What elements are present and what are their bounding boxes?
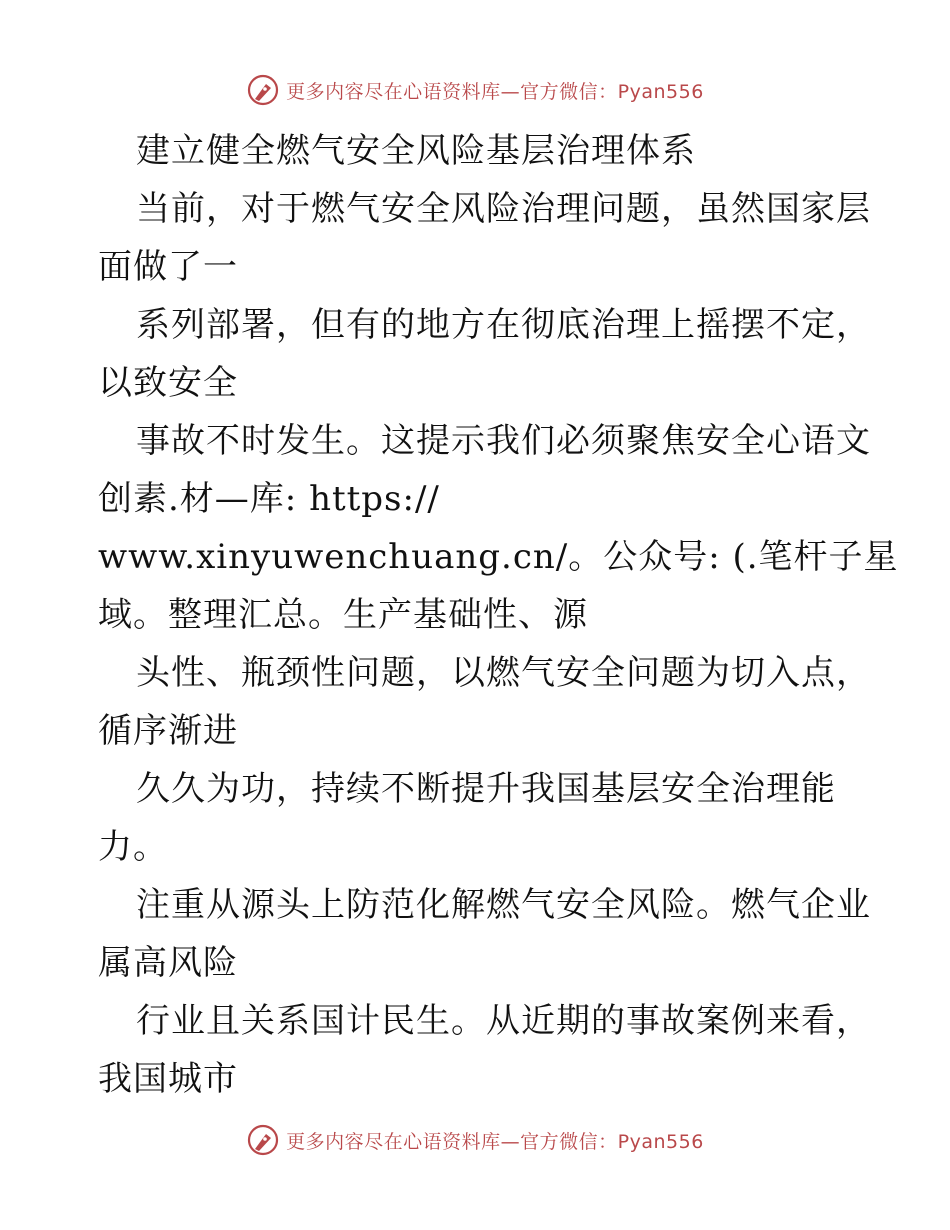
text-line: 力。	[98, 827, 168, 867]
text-line: 面做了一	[98, 247, 238, 287]
text-line: 我国城市	[98, 1059, 238, 1099]
header-watermark	[0, 70, 950, 110]
text-line: www.xinyuwenchuang.cn/。公众号: (.笔杆子星	[98, 537, 899, 577]
text-line: 当前，对于燃气安全风险治理问题，虽然国家层	[136, 189, 871, 229]
pen-nib-logo-icon	[246, 73, 280, 107]
text-line: 属高风险	[98, 943, 238, 983]
document-title: 建立健全燃气安全风险基层治理体系	[136, 131, 696, 171]
text-line: 创素.材—库: https://	[98, 479, 440, 519]
watermark-text: 更多内容尽在心语资料库—官方微信：Pyan556	[286, 1130, 704, 1153]
footer-watermark	[0, 1120, 950, 1160]
text-line: 注重从源头上防范化解燃气安全风险。燃气企业	[136, 885, 871, 925]
pen-nib-logo-icon	[246, 1123, 280, 1157]
text-line: 域。整理汇总。生产基础性、源	[98, 595, 588, 635]
text-line: 循序渐进	[98, 711, 238, 751]
text-line: 系列部署，但有的地方在彻底治理上摇摆不定，	[136, 305, 871, 345]
document-body	[98, 122, 899, 1108]
text-line: 头性、瓶颈性问题，以燃气安全问题为切入点，	[136, 653, 871, 693]
watermark-text: 更多内容尽在心语资料库—官方微信：Pyan556	[286, 80, 704, 103]
text-line: 行业且关系国计民生。从近期的事故案例来看，	[136, 1001, 871, 1041]
text-line: 以致安全	[98, 363, 238, 403]
text-line: 事故不时发生。这提示我们必须聚焦安全心语文	[136, 421, 871, 461]
text-line: 久久为功，持续不断提升我国基层安全治理能	[136, 769, 836, 809]
